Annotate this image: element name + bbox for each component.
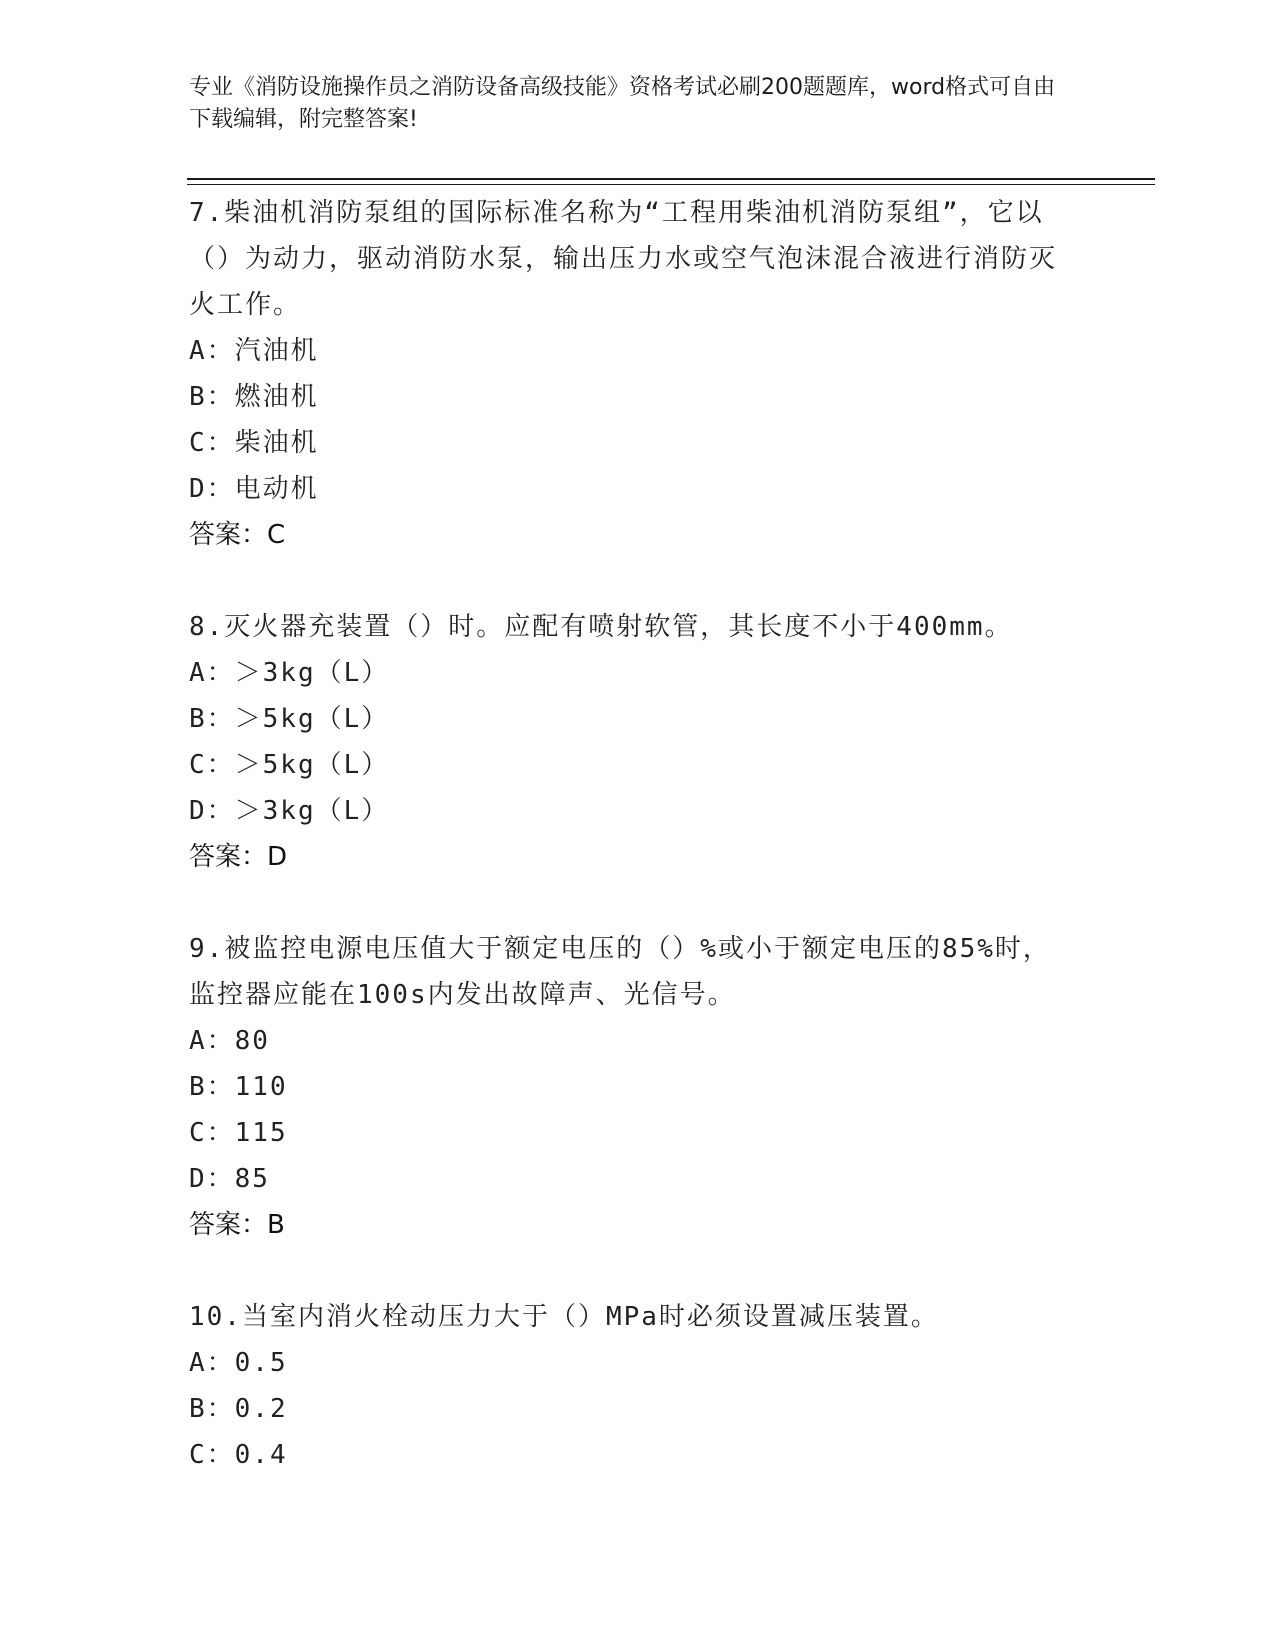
header-divider-thick: [187, 178, 1155, 180]
option-a: A：汽油机: [189, 336, 319, 366]
option-b: B：＞5kg（L）: [189, 704, 390, 734]
option-b: B：110: [189, 1072, 288, 1102]
answer-line: 答案：B: [189, 1210, 285, 1240]
option-a: A：＞3kg（L）: [189, 658, 390, 688]
question-stem: 7.柴油机消防泵组的国际标准名称为“工程用柴油机消防泵组”，它以（）为动力，驱动消防水泵，输出压力水或空气泡沫混合液进行消防灭火工作。: [189, 198, 1058, 320]
option-c: C：115: [189, 1118, 288, 1148]
answer-line: 答案：C: [189, 520, 286, 550]
document-intro: 专业《消防设施操作员之消防设备高级技能》资格考试必刷200题题库，word格式可自由下载编辑，附完整答案!: [189, 75, 1056, 132]
question-list: [189, 190, 1069, 1478]
option-c: C：柴油机: [189, 428, 319, 458]
question-8: [189, 604, 1069, 880]
option-d: D：＞3kg（L）: [189, 796, 390, 826]
answer-line: 答案：D: [189, 842, 288, 872]
question-9: [189, 926, 1069, 1248]
question-stem: 10.当室内消火栓动压力大于（）MPa时必须设置减压装置。: [189, 1302, 939, 1332]
header-divider-thin: [187, 184, 1155, 185]
option-d: D：85: [189, 1164, 270, 1194]
question-10: [189, 1294, 1069, 1478]
question-stem: 9.被监控电源电压值大于额定电压的（）%或小于额定电压的85%时，监控器应能在100s内发出故障声、光信号。: [189, 934, 1051, 1010]
option-d: D：电动机: [189, 474, 319, 504]
option-b: B：0.2: [189, 1394, 288, 1424]
option-c: C：＞5kg（L）: [189, 750, 390, 780]
option-a: A：0.5: [189, 1348, 288, 1378]
question-7: [189, 190, 1069, 558]
question-stem: 8.灭火器充装置（）时。应配有喷射软管，其长度不小于400mm。: [189, 612, 1013, 642]
option-b: B：燃油机: [189, 382, 319, 412]
option-c: C：0.4: [189, 1440, 288, 1470]
option-a: A：80: [189, 1026, 270, 1056]
